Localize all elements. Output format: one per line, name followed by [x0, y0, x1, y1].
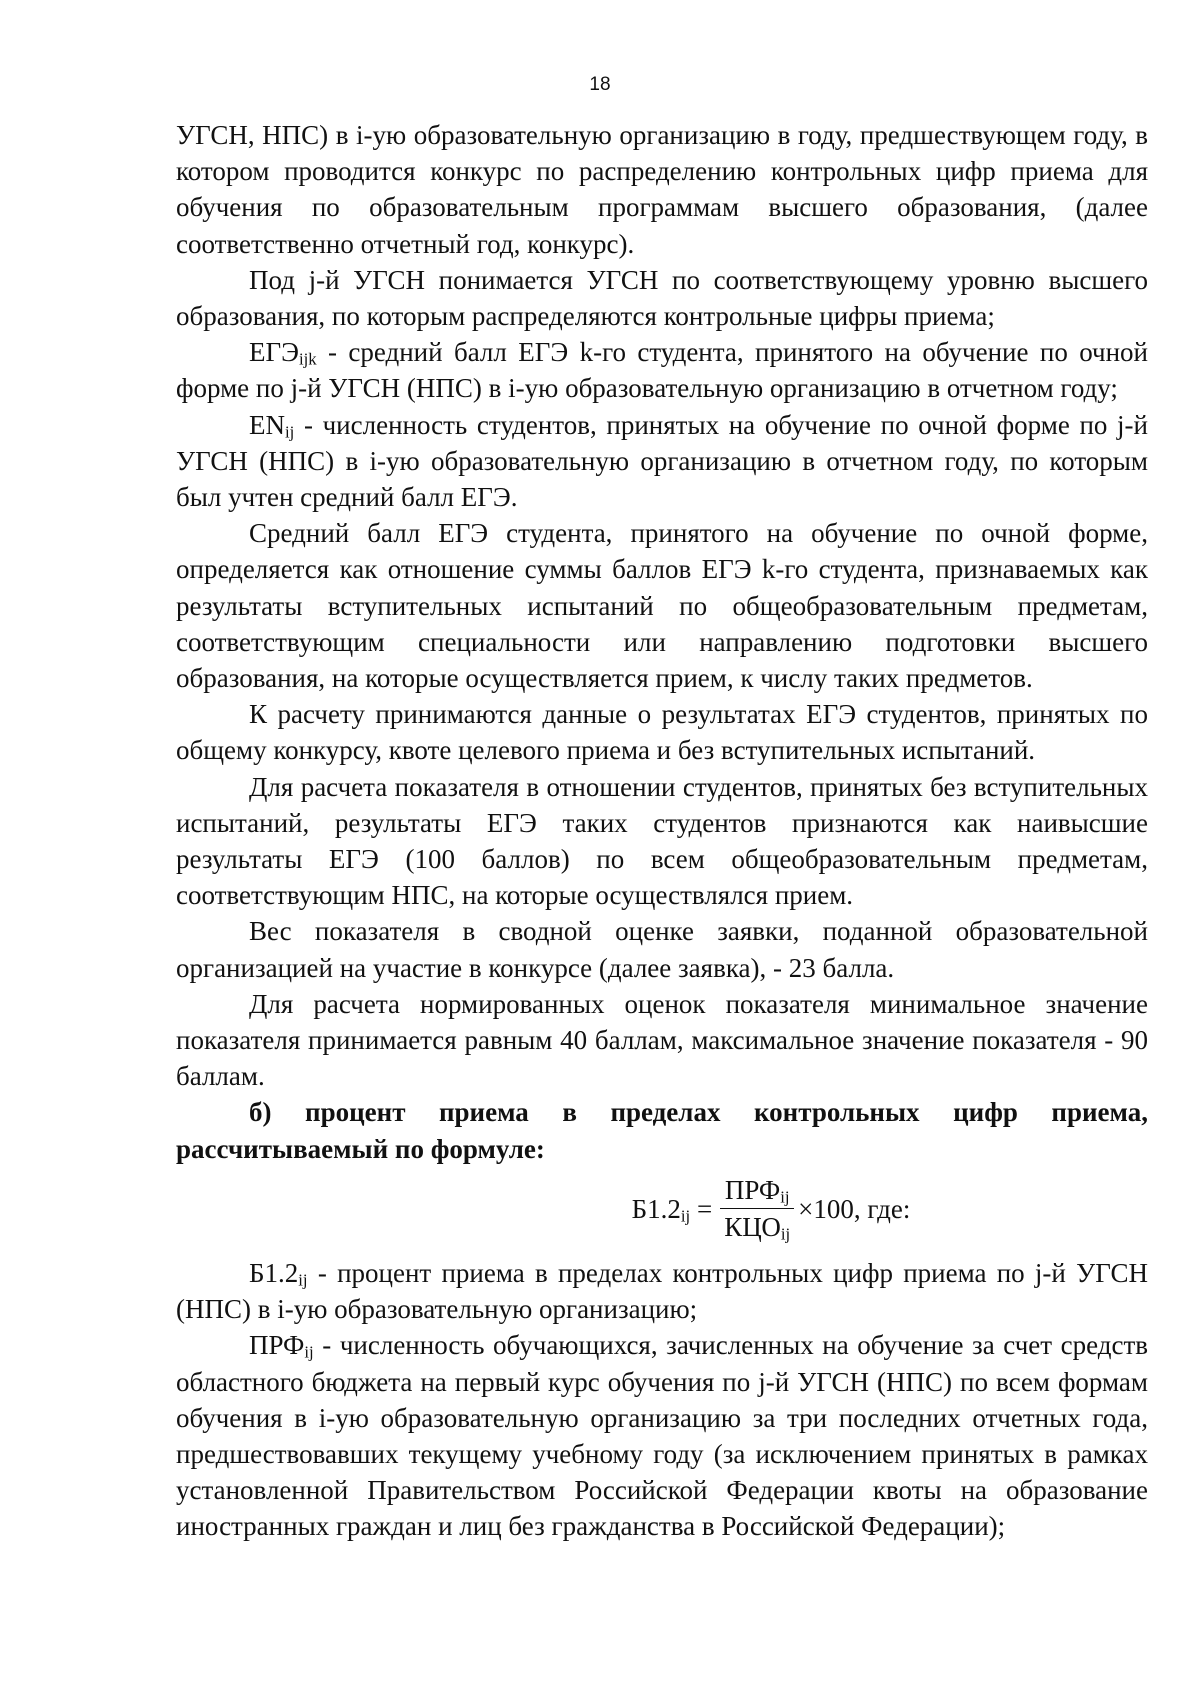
paragraph: Для расчета показателя в отношении студентов, принятых без вступительных испытаний, результаты ЕГЭ таких студентов признаются как наивысшие результаты ЕГЭ (100 баллов) по всем общеобразовательным предметам, соответствующим НПС, на которые осуществлялся прием.: [176, 771, 1148, 911]
symbol: ПРФ: [249, 1330, 305, 1361]
formula-lhs: $Б1.2_{ij}$ =: [631, 1193, 713, 1226]
paragraph: Средний балл ЕГЭ студента, принятого на обучение по очной форме, определяется как отношение суммы баллов ЕГЭ k-го студента, признаваемых как результаты вступительных испытаний по общеобразовательным предметам, соответствующим специальности или направлению подготовки высшего образования, на которые осуществляется прием, к числу таких предметов.: [176, 518, 1148, 694]
paragraph: Для расчета нормированных оценок показателя минимальное значение показателя принимается равным 40 баллам, максимальное значение показателя - 90 баллам.: [176, 988, 1148, 1092]
symbol-subscript: ij: [304, 1342, 314, 1362]
definition-b12: [176, 1255, 1148, 1327]
paragraph: К расчету принимаются данные о результатах ЕГЭ студентов, принятых по общему конкурсу, квоте целевого приема и без вступительных испытаний.: [176, 699, 1148, 766]
formula-multiplier: ×100, где:: [798, 1193, 911, 1224]
fraction-denominator: $КЦО_{ij}$: [720, 1208, 794, 1244]
document-body: [176, 117, 1148, 1545]
symbol-subscript: ij: [298, 1270, 308, 1290]
definition-prf: [176, 1327, 1148, 1544]
definition-text: - численность студентов, принятых на обучение по очной форме по j-й УГСН (НПС) в i-ую образовательную организацию в отчетном году, по которым был учтен средний балл ЕГЭ.: [176, 409, 1148, 513]
formula: [394, 1169, 1148, 1249]
symbol-subscript: ij: [285, 421, 295, 441]
page-number: 18: [589, 74, 611, 95]
paragraph: УГСН, НПС) в i-ую образовательную организацию в году, предшествующем году, в котором проводится конкурс по распределению контрольных цифр приема для обучения по образовательным программам высшего образования, (далее соответственно отчетный год, конкурс).: [176, 120, 1148, 259]
symbol-subscript: ijk: [298, 349, 317, 369]
definition-text: - процент приема в пределах контрольных цифр приема по j-й УГСН (НПС) в i-ую образовательную организацию;: [176, 1257, 1148, 1325]
paragraph: Вес показателя в сводной оценке заявки, поданной образовательной организацией на участие в конкурсе (далее заявка), - 23 балла.: [176, 916, 1148, 983]
definition-text: - численность обучающихся, зачисленных на обучение за счет средств областного бюджета на первый курс обучения по j-й УГСН (НПС) по всем формам обучения в i-ую образовательную организацию за три последних отчетных года, предшествовавших текущему учебному году (за исключением принятых в рамках установленной Правительством Российской Федерации квоты на образование иностранных граждан и лиц без гражданства в Российской Федерации);: [176, 1330, 1148, 1542]
definition-en: [176, 407, 1148, 516]
formula-fraction: [720, 1173, 794, 1244]
section-heading: б) процент приема в пределах контрольных цифр приема, рассчитываемый по формуле:: [176, 1097, 1148, 1164]
fraction-numerator: $ПРФ_{ij}$: [724, 1175, 790, 1207]
definition-text: - средний балл ЕГЭ k-го студента, принятого на обучение по очной форме по j-й УГСН (НПС) в i-ую образовательную организацию в отчетном году;: [176, 337, 1148, 404]
definition-ege: [176, 334, 1148, 406]
symbol: EN: [249, 409, 285, 440]
paragraph: Под j-й УГСН понимается УГСН по соответствующему уровню высшего образования, по которым распределяются контрольные цифры приема;: [176, 264, 1148, 332]
symbol: ЕГЭ: [249, 337, 299, 368]
symbol: Б1.2: [249, 1257, 299, 1288]
